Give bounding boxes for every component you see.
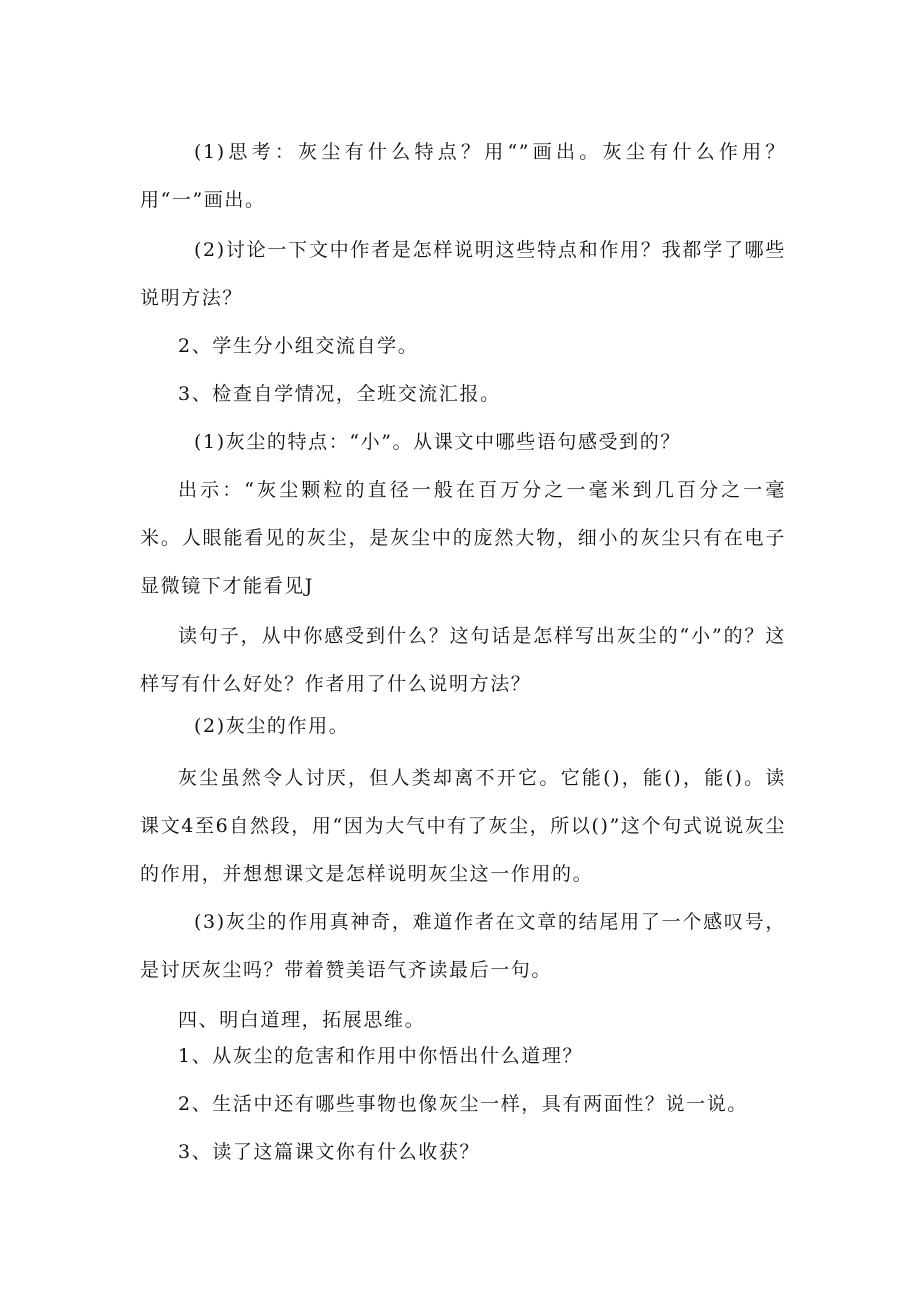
paragraph-read-sentence: 读句子，从中你感受到什么？这句话是怎样写出灰尘的“小”的？这样写有什么好处？作者用了什么说明方法？	[140, 625, 786, 695]
paragraph-feature-small: (1)灰尘的特点：“小”。从课文中哪些语句感受到的？	[194, 431, 681, 453]
section-heading-four: 四、明白道理，拓展思维。	[178, 1009, 426, 1031]
paragraph-think-question: (1)思考：灰尘有什么特点？用“”画出。灰尘有什么作用？用“一”画出。	[140, 141, 786, 211]
paragraph-step-3: 3、检查自学情况，全班交流汇报。	[178, 383, 501, 405]
paragraph-dust-function-detail: 灰尘虽然令人讨厌，但人类却离不开它。它能()，能()，能()。读课文4至6自然段，用“因为大气中有了灰尘，所以()”这个句式说说灰尘的作用，并想想课文是怎样说明灰尘这一作用的。	[140, 767, 786, 885]
question-3: 3、读了这篇课文你有什么收获？	[178, 1141, 481, 1163]
paragraph-show-quote: 出示：“灰尘颗粒的直径一般在百万分之一毫米到几百分之一毫米。人眼能看见的灰尘，是灰尘中的庞然大物，细小的灰尘只有在电子显微镜下才能看见J	[140, 479, 786, 597]
question-1: 1、从灰尘的危害和作用中你悟出什么道理？	[178, 1045, 584, 1067]
paragraph-dust-amazing: (3)灰尘的作用真神奇，难道作者在文章的结尾用了一个感叹号，是讨厌灰尘吗？带着赞美语气齐读最后一句。	[140, 911, 786, 981]
paragraph-dust-function: (2)灰尘的作用。	[194, 715, 350, 737]
paragraph-discuss-question: (2)讨论一下文中作者是怎样说明这些特点和作用？我都学了哪些说明方法？	[140, 239, 786, 309]
question-2: 2、生活中还有哪些事物也像灰尘一样，具有两面性？说一说。	[178, 1093, 748, 1115]
paragraph-step-2: 2、学生分小组交流自学。	[178, 335, 419, 357]
